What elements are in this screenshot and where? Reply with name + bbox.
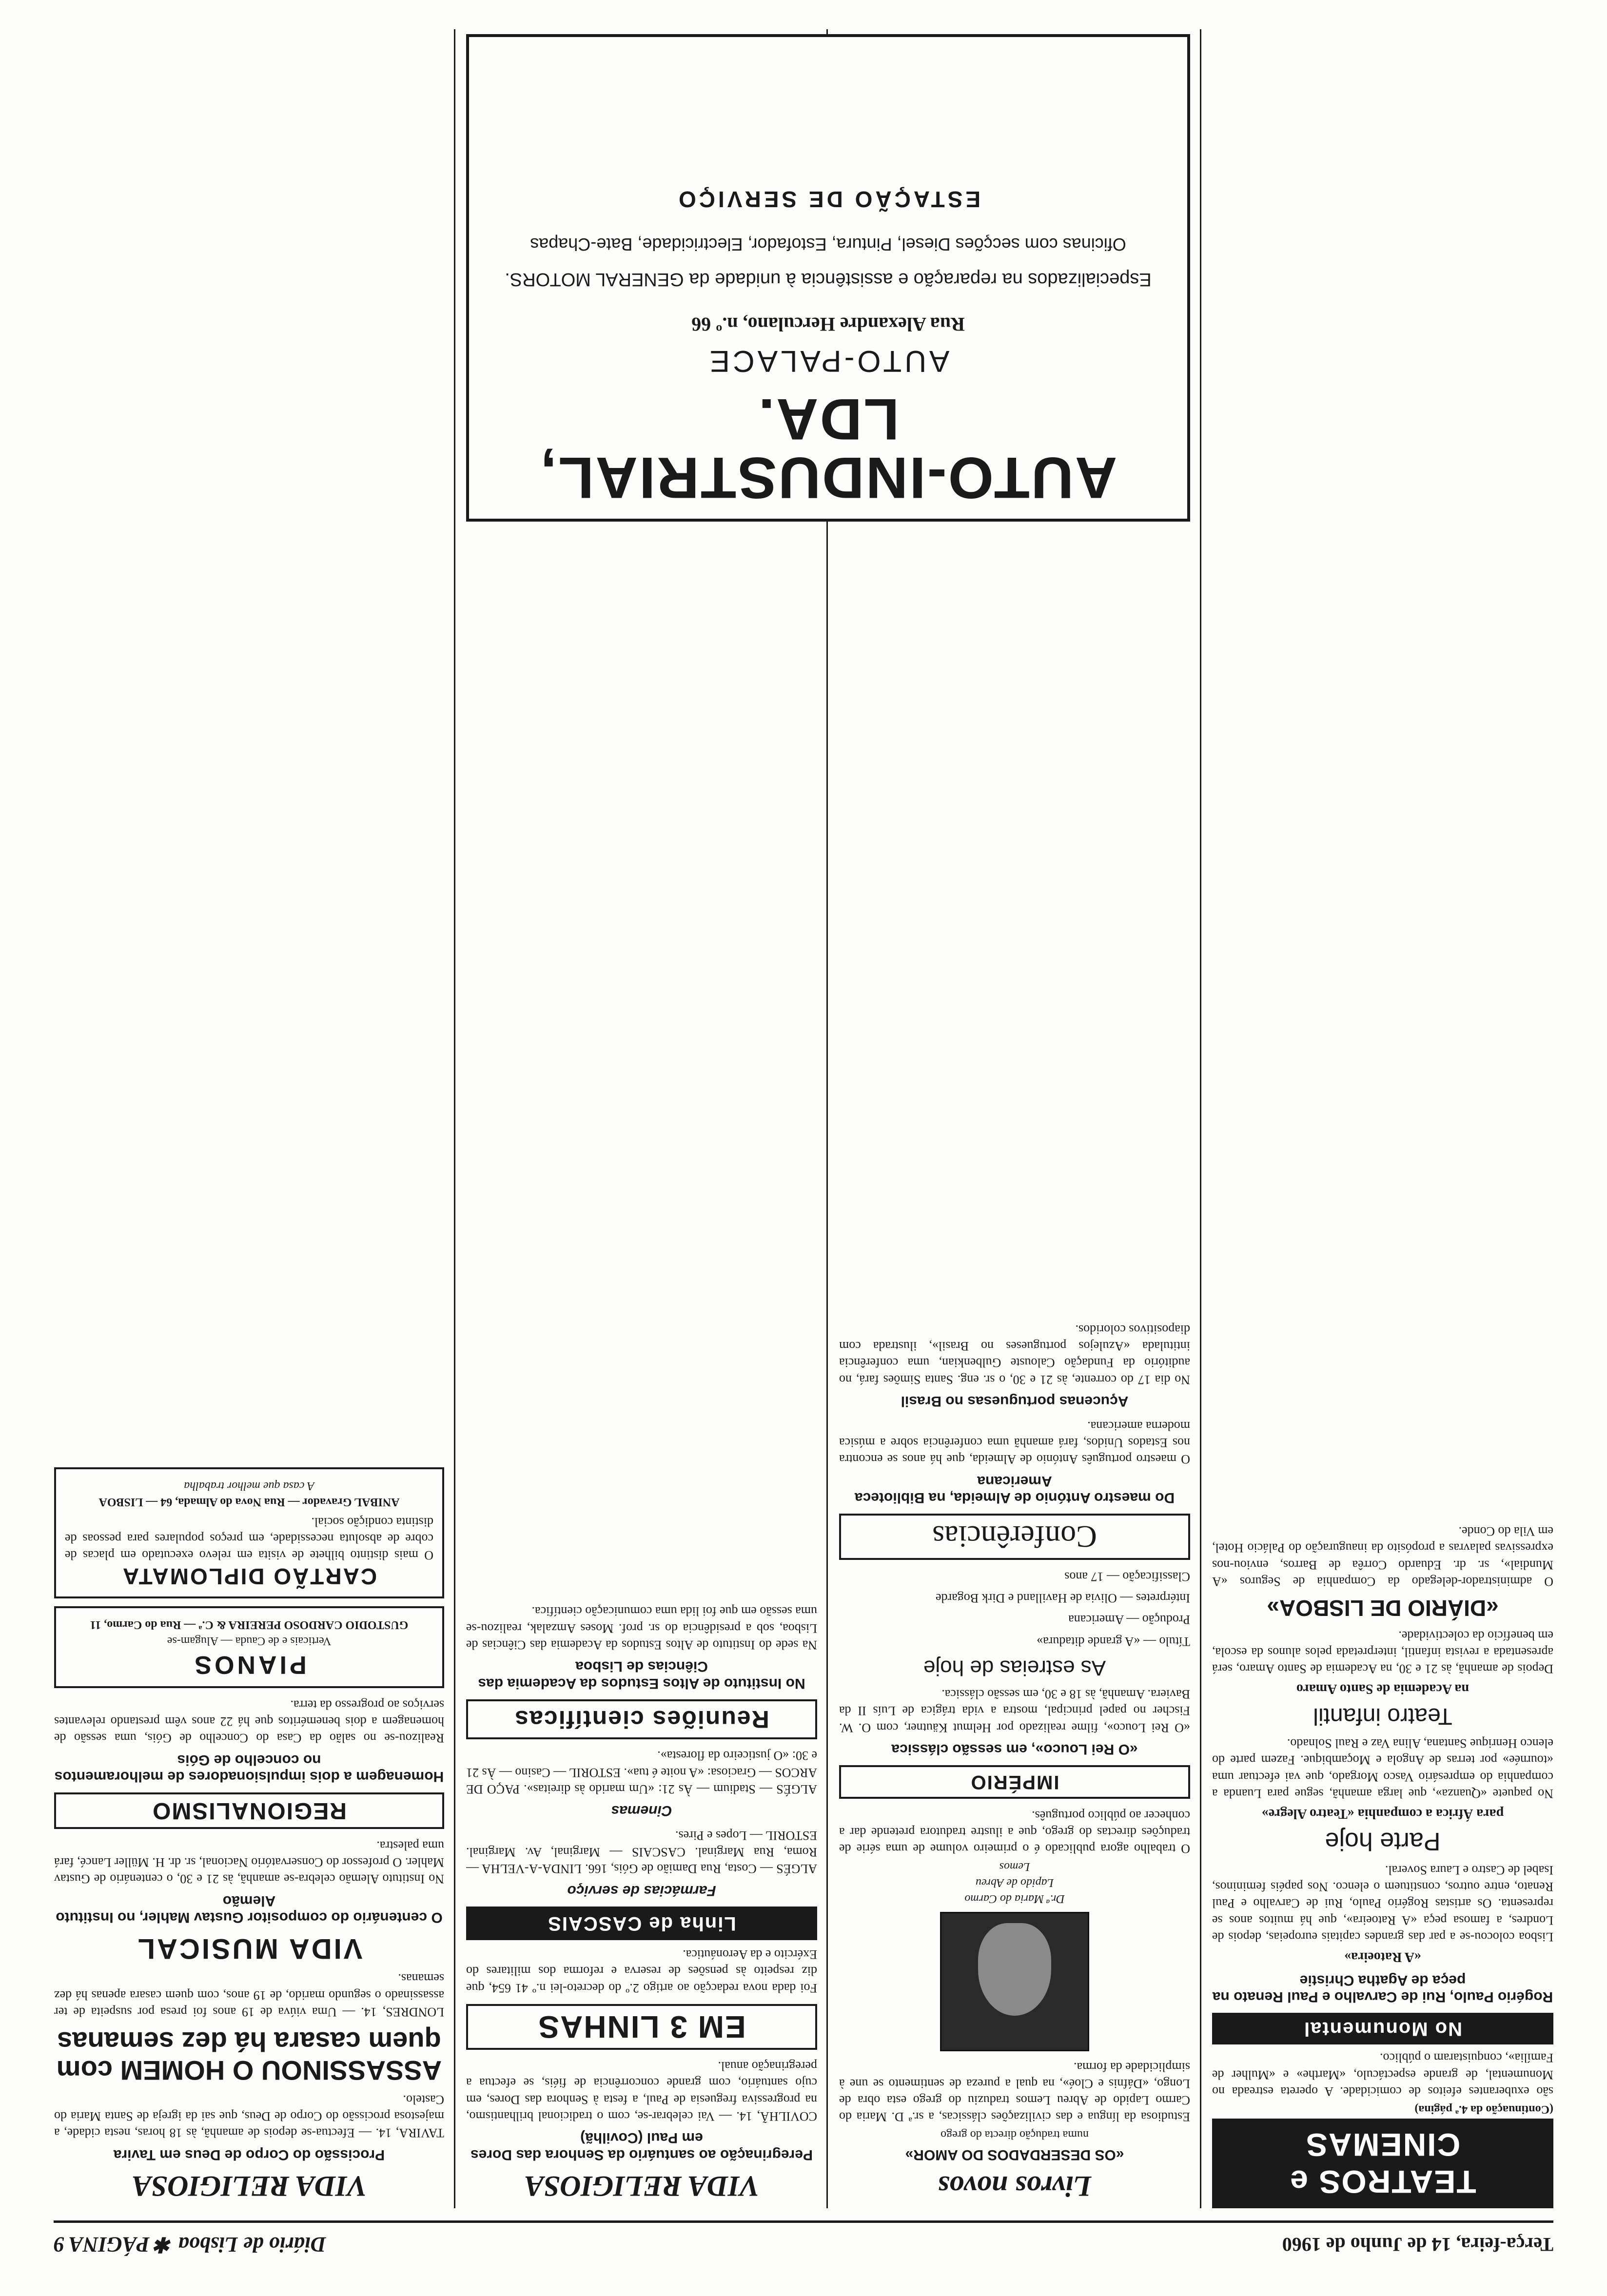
- section-heading: VIDA RELIGIOSA: [524, 2170, 759, 2202]
- article-text: Na sede do Instituto de Altos Estudos da Academia das Ciências de Lisboa, sob a presidência do sr. prof. Moses Amzalak, realizou-se uma sessão em que foi lida uma comunicação científica.: [466, 1604, 817, 1652]
- article-text: ALGÉS — Stadium — Às 21: «Um marido às direitas». PAÇO DE ARCOS — Graciosa: «A noite é tua». ESTORIL — Casino — Às 21 e 30: «O justiceiro da floresta».: [466, 1749, 817, 1796]
- article-text: Estudiosa da língua e das civilizações clássicas, a sr.ª D. Maria do Carmo Lapido de Abreu Lemos traduziu do grego esta obra de Longo, «Dáfnis e Cloé», na qual a pureza de sentimento se une à simplicidade da forma.: [839, 2060, 1190, 2124]
- article-text: LONDRES, 14. — Uma viúva de 19 anos foi presa por suspeita de ter assassinado o segundo marido, de 19 anos, com quem casara apenas há dez semanas.: [54, 1971, 444, 2019]
- article-text: O trabalho agora publicado é o primeiro volume de uma série de traduções directas do grego, que a ilustre tradutora pretende dar a conhecer ao público português.: [839, 1808, 1190, 1856]
- article-subheading: na Academia de Santo Amaro: [1296, 1681, 1470, 1697]
- article-text: Realizou-se no salão da Casa do Concelho de Góis, uma sessão de homenagem a dois beneméritos que há 22 anos vêm prestando relevantes serviços ao progresso da terra.: [54, 1697, 444, 1746]
- article-text: Lisboa colocou-se a par das grandes capitais europeias, depois de Londres, a famosa peça «A Ratoeira», que há muitos anos se representa. Os artistas Rogério Paulo, Rui de Carvalho e Paul Renato, entre outros, constituem o elenco. Nos papéis femininos, Isabel de Castro e Laura Soveral.: [1212, 1863, 1553, 1945]
- article-heading: O centenário do compositor Gustav Mahler, no Instituto Alemão: [56, 1892, 443, 1926]
- continuation-note: (Continuação da 4.ª página): [1414, 2103, 1553, 2116]
- article-heading: Peregrinação ao santuário da Senhora das Dores em Paul (Covilhã): [470, 2130, 813, 2163]
- article-text: No paquete «Quanza», que larga amanhã, segue para Luanda a companhia do empresário Vasco Morgado, que vai efectuar uma «tournée» por terras de Angola e Moçambique. Fazem parte do elenco Henrique Santana, Alina Vaz e Raul Solnado.: [1212, 1736, 1553, 1801]
- column-rule: [1200, 29, 1201, 2208]
- article-subheading: para África a companhia «Teatro Alegre»: [1261, 1806, 1504, 1821]
- article-text: Depois de amanhã, às 21 e 30, na Academia de Santo Amaro, será apresentada a revista infantil, interpretada pelos alunos da escola, em benefício da colectividade.: [1212, 1628, 1553, 1676]
- portrait-photo: [940, 1912, 1089, 2051]
- article-heading: No Instituto de Altos Estudos da Academia das Ciências de Lisboa: [478, 1658, 805, 1692]
- article-heading: ASSASSINOU O HOMEM com quem casara há dez semanas: [56, 2026, 442, 2086]
- books-heading: Livros novos: [938, 2170, 1092, 2202]
- scientific-meetings-box: Reuniões científicas: [466, 1699, 817, 1739]
- article-text: O administrador-delegado da Companhia de Seguros «A Mundial», sr. dr. Eduardo Corrêa de Barros, enviou-nos expressivas palavras a propósito da inauguração do Palácio Hotel, em Vila do Conde.: [1212, 1524, 1553, 1589]
- pianos-heading: PIANOS: [192, 1651, 307, 1679]
- film-production: Produção — Americana: [1068, 1613, 1190, 1627]
- photo-caption: Dr.ª Maria do Carmo: [964, 1892, 1065, 1906]
- article-heading: Rogério Paulo, Rui de Carvalho e Paul Renato na peça de Agatha Christie: [1212, 1972, 1553, 2005]
- article-text: No dia 17 do corrente, às 21 e 30, o sr. eng. Santa Simões fará, no auditório da Fundação Calouste Gulbenkian, uma conferência intitulada «Azulejos portugueses no Brasil», ilustrada com diapositivos coloridos.: [839, 1322, 1190, 1387]
- imperio-box: [839, 1765, 1190, 1799]
- article-text: Foi dada nova redacção ao artigo 2.º do decreto-lei n.º 41 654, que diz respeito às pensões de reserva e reforma dos militares do Exército e da Aeronáutica.: [466, 1947, 817, 1995]
- photo-caption: Lemos: [999, 1860, 1030, 1873]
- article-subheading: numa tradução directa do grego: [941, 2128, 1089, 2141]
- article-text: são exuberantes efeitos de comicidade. A opereta estreada no Monumental, de grande espectáculo, «Marthe» e «Mulher de Família», conquistaram o público.: [1212, 2051, 1553, 2099]
- article-text: «O Rei Louco», filme realizado por Helmut Käutner, com O. W. Fischer no papel principal, mostra a vida trágica de Luís II da Baviera. Amanhã, às 18 e 30, em sessão clássica.: [839, 1687, 1190, 1735]
- pianos-shop: GUSTODIO CARDOSO PEREIRA & C.ª — Rua do Carmo, 11: [90, 1618, 409, 1632]
- article-heading: «O Rei Louco», em sessão clássica: [891, 1741, 1138, 1758]
- pianos-ad: [54, 1606, 444, 1688]
- film-title: Título — «A grande ditadura»: [1037, 1634, 1190, 1649]
- article-heading: Teatro infantil: [1313, 1703, 1452, 1729]
- article-heading: As estreias de hoje: [923, 1655, 1106, 1680]
- article-heading: Procissão do Corpo de Deus em Tavira: [113, 2147, 385, 2163]
- film-rating: Classificação — 17 anos: [1064, 1569, 1190, 1584]
- article-heading: Do maestro António de Almeida, na Biblioteca Americana: [854, 1473, 1175, 1506]
- cartao-shop: ANIBAL Gravador — Rua Nova do Almada, 64 — LISBOA: [98, 1496, 400, 1509]
- three-lines-box: EM 3 LINHAS: [466, 2004, 817, 2050]
- article-text: ALGÉS — Costa, Rua Damião de Góis, 166. LINDA-A-VELHA — Roma, Rua Marginal. CASCAIS — Marginal, Av. Marginal. ESTORIL — Lopes e Pires.: [466, 1828, 817, 1876]
- article-text: No Instituto Alemão celebra-se amanhã, às 21 e 30, o centenário de Gustav Mahler. O professor do Conservatório Nacional, sr. dr. H. Müller Lancé, fará uma palestra.: [54, 1838, 444, 1887]
- ad-service-line: Oficinas com secções Diesel, Pintura, Estofador, Electricidade, Bate-Chapas: [530, 234, 1126, 254]
- article-text: O maestro português António de Almeida, que há anos se encontra nos Estados Unidos, fará amanhã uma conferência sobre a música moderna americana.: [839, 1419, 1190, 1467]
- theatre-cinema-banner: TEATROS e CINEMAS: [1212, 2119, 1553, 2208]
- cartao-heading: CARTÃO DIPLOMATA: [121, 1564, 377, 1590]
- article-heading: «OS DESERDADOS DO AMOR»: [905, 2147, 1124, 2163]
- article-heading: Cinemas: [611, 1803, 672, 1819]
- cartao-tagline: A casa que melhor trabalha: [184, 1479, 314, 1493]
- ad-brand: AUTO-PALACE: [706, 344, 950, 378]
- article-heading: Farmácias de serviço: [567, 1882, 716, 1899]
- article-heading: Açucenas portuguesas no Brasil: [901, 1393, 1129, 1410]
- article-heading: Homenagem a dois impulsionadores de melhoramentos no concelho de Góis: [54, 1751, 444, 1785]
- column-1: [1212, 29, 1553, 2208]
- article-heading: Parte hoje: [1325, 1827, 1441, 1856]
- article-heading: «DIÁRIO DE LISBOA»: [1267, 1596, 1499, 1621]
- header-masthead: Diário de Lisboa ✱ PÁGINA 9: [54, 2233, 326, 2257]
- portrait-figure: [978, 1923, 1051, 2016]
- conferences-box: [839, 1514, 1190, 1560]
- section-heading: VIDA RELIGIOSA: [132, 2170, 367, 2202]
- column-4: [54, 29, 444, 2208]
- ad-service-station: ESTAÇÃO DE SERVIÇO: [675, 187, 981, 213]
- article-heading: VIDA MUSICAL: [136, 1933, 363, 1965]
- article-subheading: «A Ratoeira»: [1344, 1949, 1421, 1965]
- column-rule: [454, 29, 455, 2208]
- ad-company-name: AUTO-INDUSTRIAL, LDA.: [539, 387, 1117, 510]
- cartao-ad: [54, 1467, 444, 1598]
- pianos-subtitle: Verticais e de Cauda — Alugam-se: [167, 1634, 332, 1648]
- cascais-box-title: Linha de CASCAIS: [466, 1907, 817, 1940]
- regionalism-box: REGIONALISMO: [54, 1792, 444, 1829]
- imperio-title: IMPÉRIO: [970, 1771, 1059, 1793]
- film-cast: Intérpretes — Olivia de Havilland e Dirk Bogarde: [936, 1591, 1190, 1606]
- monumental-box-title: No Monumental: [1212, 2013, 1553, 2044]
- auto-industrial-ad: [466, 34, 1190, 522]
- cartao-text: O mais distinto bilhete de visita em relevo executado em placas de cobre de absoluta necessidade, em preços populares para pessoas de distinta condição social.: [65, 1515, 433, 1563]
- page-header: [54, 2220, 1553, 2267]
- photo-caption: Lapido de Abreu: [976, 1876, 1054, 1889]
- ad-address: Rua Alexandre Herculano, n.º 66: [691, 313, 965, 335]
- header-date: Terça-feira, 14 de Junho de 1960: [1282, 2234, 1553, 2256]
- ad-service-line: Especializados na reparação e assistência à unidade da GENERAL MOTORS.: [505, 269, 1152, 290]
- conferences-heading: Conferências: [932, 1519, 1097, 1555]
- article-text: COVILHÃ, 14. — Vai celebrar-se, com o tradicional brilhantismo, na progressiva freguesia de Paul, a festa à Senhora das Dores, em cujo santuário, com grande concorrência de fiéis, se efectua a peregrinação anual.: [466, 2059, 817, 2123]
- article-text: TAVIRA, 14. — Efectua-se depois de amanhã, às 18 horas, nesta cidade, a majestosa procissão do Corpo de Deus, que sai da igreja de Santa Maria do Castelo.: [54, 2092, 444, 2140]
